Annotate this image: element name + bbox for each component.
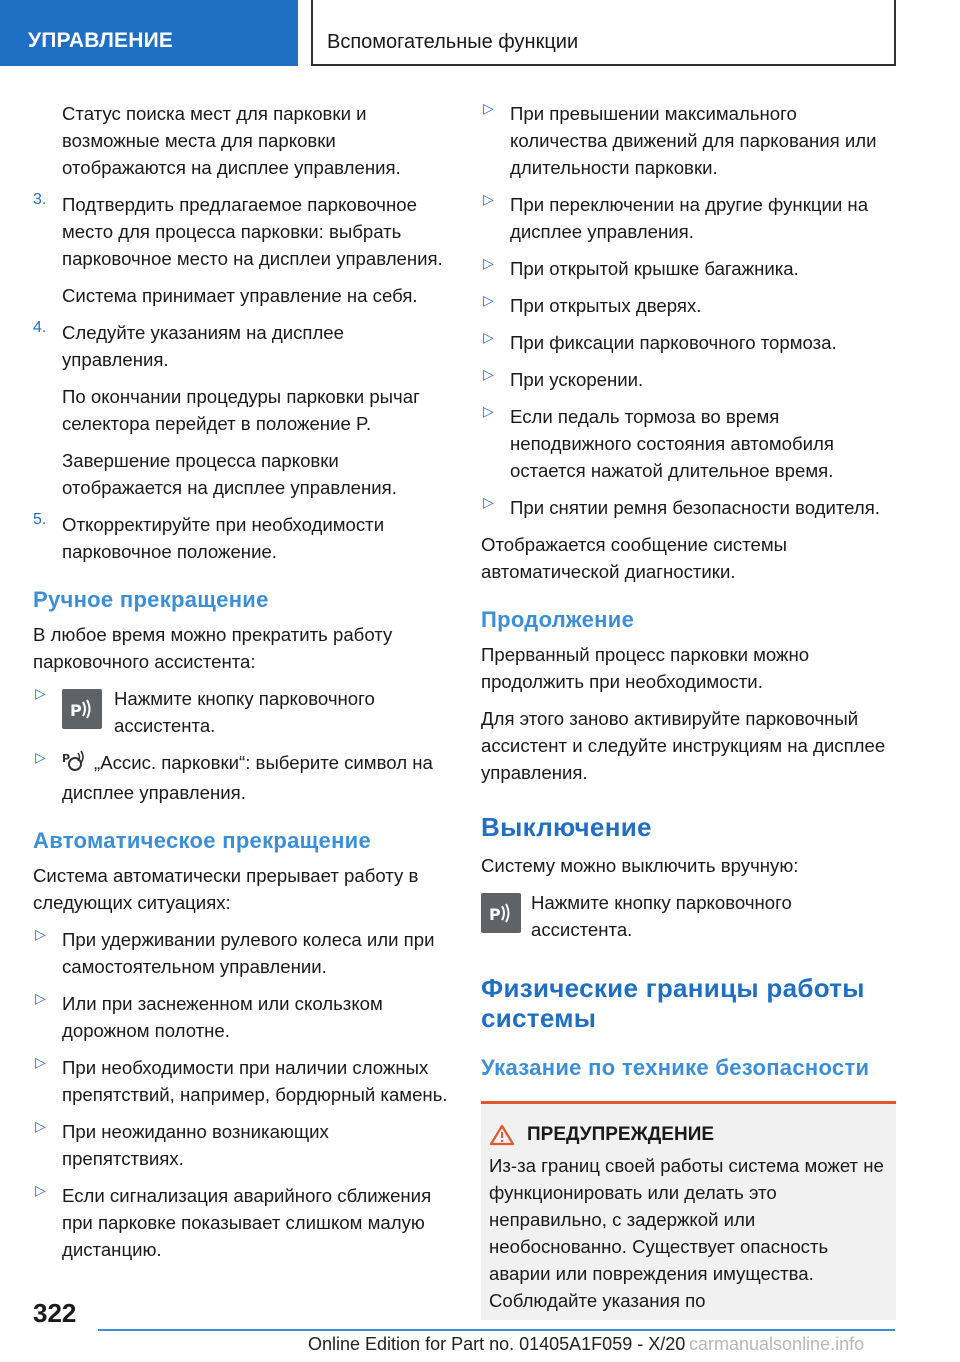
list-item-text: „Ассис. парковки“: выберите символ на дисплее управления. (62, 752, 433, 803)
triangle-right-icon: ▷ (483, 329, 494, 345)
list-item (33, 1054, 448, 1108)
list-item (481, 366, 896, 393)
manual-stop-heading: Ручное прекращение (33, 587, 269, 612)
svg-text:P: P (489, 905, 501, 924)
limits-heading: Физические границы работы системы (481, 973, 865, 1033)
parking-assistant-button-icon (62, 689, 102, 729)
list-item-text: При фиксации парковочного тормоза. (510, 332, 837, 353)
list-item-text: Если сигнализация аварийного сближения при парковке показывает слишком малую дистанцию. (62, 1185, 432, 1260)
triangle-right-icon: ▷ (483, 366, 494, 382)
triangle-right-icon: ▷ (35, 1054, 46, 1070)
chapter-title: Вспомогательные функции (311, 0, 896, 66)
section-tab: УПРАВЛЕНИЕ (0, 0, 298, 66)
left-column (33, 100, 448, 1273)
auto-stop-text: Система автоматически прерывает работу в следующих ситуациях: (33, 865, 419, 913)
page-number: 322 (33, 1298, 77, 1328)
list-item-text: При снятии ремня безопасности водителя. (510, 497, 880, 518)
step-4 (33, 319, 448, 501)
list-item-text: При необходимости при наличии сложных препятствий, например, бордюрный камень. (62, 1057, 448, 1105)
triangle-right-icon: ▷ (483, 403, 494, 419)
list-item (33, 926, 448, 980)
switch-off-text: Систему можно выключить вручную: (481, 855, 799, 876)
list-item (33, 685, 448, 739)
intro-paragraph: Статус поиска мест для парковки и возможные места для парковки отображаются на дисплее управления. (62, 103, 401, 178)
footer-divider (98, 1329, 895, 1331)
list-item (481, 191, 896, 245)
step-note: Завершение процесса парковки отображается на дисплее управления. (62, 450, 397, 498)
continue-text: Прерванный процесс парковки можно продолжить при необходимости. (481, 644, 810, 692)
list-item-text: Или при заснеженном или скользком дорожном полотне. (62, 993, 383, 1041)
triangle-right-icon: ▷ (483, 292, 494, 308)
triangle-right-icon: ▷ (483, 100, 494, 116)
list-item-text: При открытой крышке багажника. (510, 258, 799, 279)
list-item-text: Если педаль тормоза во время неподвижного состояния автомобиля остается нажатой длительное время. (510, 406, 834, 481)
continue-heading: Продолжение (481, 607, 635, 632)
button-instruction (481, 889, 896, 943)
triangle-right-icon: ▷ (35, 926, 46, 942)
parking-assist-symbol-icon (62, 750, 86, 779)
step-5 (33, 511, 448, 565)
watermark: carmanualsonline.info (689, 1334, 865, 1354)
step-text: Откорректируйте при необходимости парковочное положение. (62, 514, 385, 562)
list-item (33, 1118, 448, 1172)
warning-triangle-icon (489, 1124, 515, 1146)
list-item (481, 255, 896, 282)
switch-off-heading: Выключение (481, 812, 652, 842)
warning-text: Из-за границ своей работы система может не функционировать или делать это неправильно, с задержкой или необоснованно. Существует опасность аварии или повреждения имущества. Соблюдайте указания по (489, 1155, 884, 1311)
parking-assistant-button-icon (481, 893, 521, 933)
list-item-text: При переключении на другие функции на дисплее управления. (510, 194, 869, 242)
list-item-text: При ускорении. (510, 369, 644, 390)
warning-box (481, 1101, 896, 1320)
step-number: 3. (33, 191, 47, 208)
list-item (481, 494, 896, 521)
triangle-right-icon: ▷ (35, 1118, 46, 1134)
list-item (481, 292, 896, 319)
triangle-right-icon: ▷ (483, 494, 494, 510)
list-item-text: Нажмите кнопку парковочного ассистента. (114, 688, 375, 736)
step-note: Система принимает управление на себя. (62, 285, 418, 306)
warning-header (489, 1124, 888, 1146)
svg-text:P: P (70, 701, 82, 720)
list-item (33, 990, 448, 1044)
safety-subheading: Указание по технике безопасности (481, 1055, 870, 1080)
step-number: 4. (33, 319, 47, 336)
list-item-text: При превышении максимального количества движений для паркования или длительности парковки. (510, 103, 877, 178)
list-item-text: При открытых дверях. (510, 295, 702, 316)
list-item (481, 329, 896, 356)
diagnostic-text: Отображается сообщение системы автоматической диагностики. (481, 534, 787, 582)
right-column (481, 100, 896, 1320)
list-item (33, 749, 448, 806)
list-item-text: При неожиданно возникающих препятствиях. (62, 1121, 329, 1169)
instruction-text: Нажмите кнопку парковочного ассистента. (531, 892, 792, 940)
svg-text:P: P (62, 752, 71, 765)
manual-stop-text: В любое время можно прекратить работу парковочного ассистента: (33, 624, 393, 672)
auto-stop-heading: Автоматическое прекращение (33, 828, 372, 853)
step-text: Подтвердить предлагаемое парковочное место для процесса парковки: выбрать парковочное место на дисплеи управления. (62, 194, 443, 269)
edition-note: Online Edition for Part no. 01405A1F059 - X/20 (308, 1334, 686, 1354)
list-item (481, 100, 896, 181)
step-text: Следуйте указаниям на дисплее управления. (62, 322, 344, 370)
list-item-text: При удерживании рулевого колеса или при самостоятельном управлении. (62, 929, 435, 977)
step-3 (33, 191, 448, 309)
continue-text: Для этого заново активируйте парковочный ассистент и следуйте инструкциям на дисплее управления. (481, 708, 886, 783)
triangle-right-icon: ▷ (35, 1182, 46, 1198)
triangle-right-icon: ▷ (35, 990, 46, 1006)
list-item (481, 403, 896, 484)
warning-title: ПРЕДУПРЕЖДЕНИЕ (527, 1124, 715, 1145)
step-note: По окончании процедуры парковки рычаг селектора перейдет в положение P. (62, 386, 420, 434)
step-number: 5. (33, 511, 47, 528)
triangle-right-icon: ▷ (35, 749, 46, 765)
triangle-right-icon: ▷ (483, 255, 494, 271)
triangle-right-icon: ▷ (35, 685, 46, 701)
page-header (0, 0, 960, 66)
triangle-right-icon: ▷ (483, 191, 494, 207)
list-item (33, 1182, 448, 1263)
